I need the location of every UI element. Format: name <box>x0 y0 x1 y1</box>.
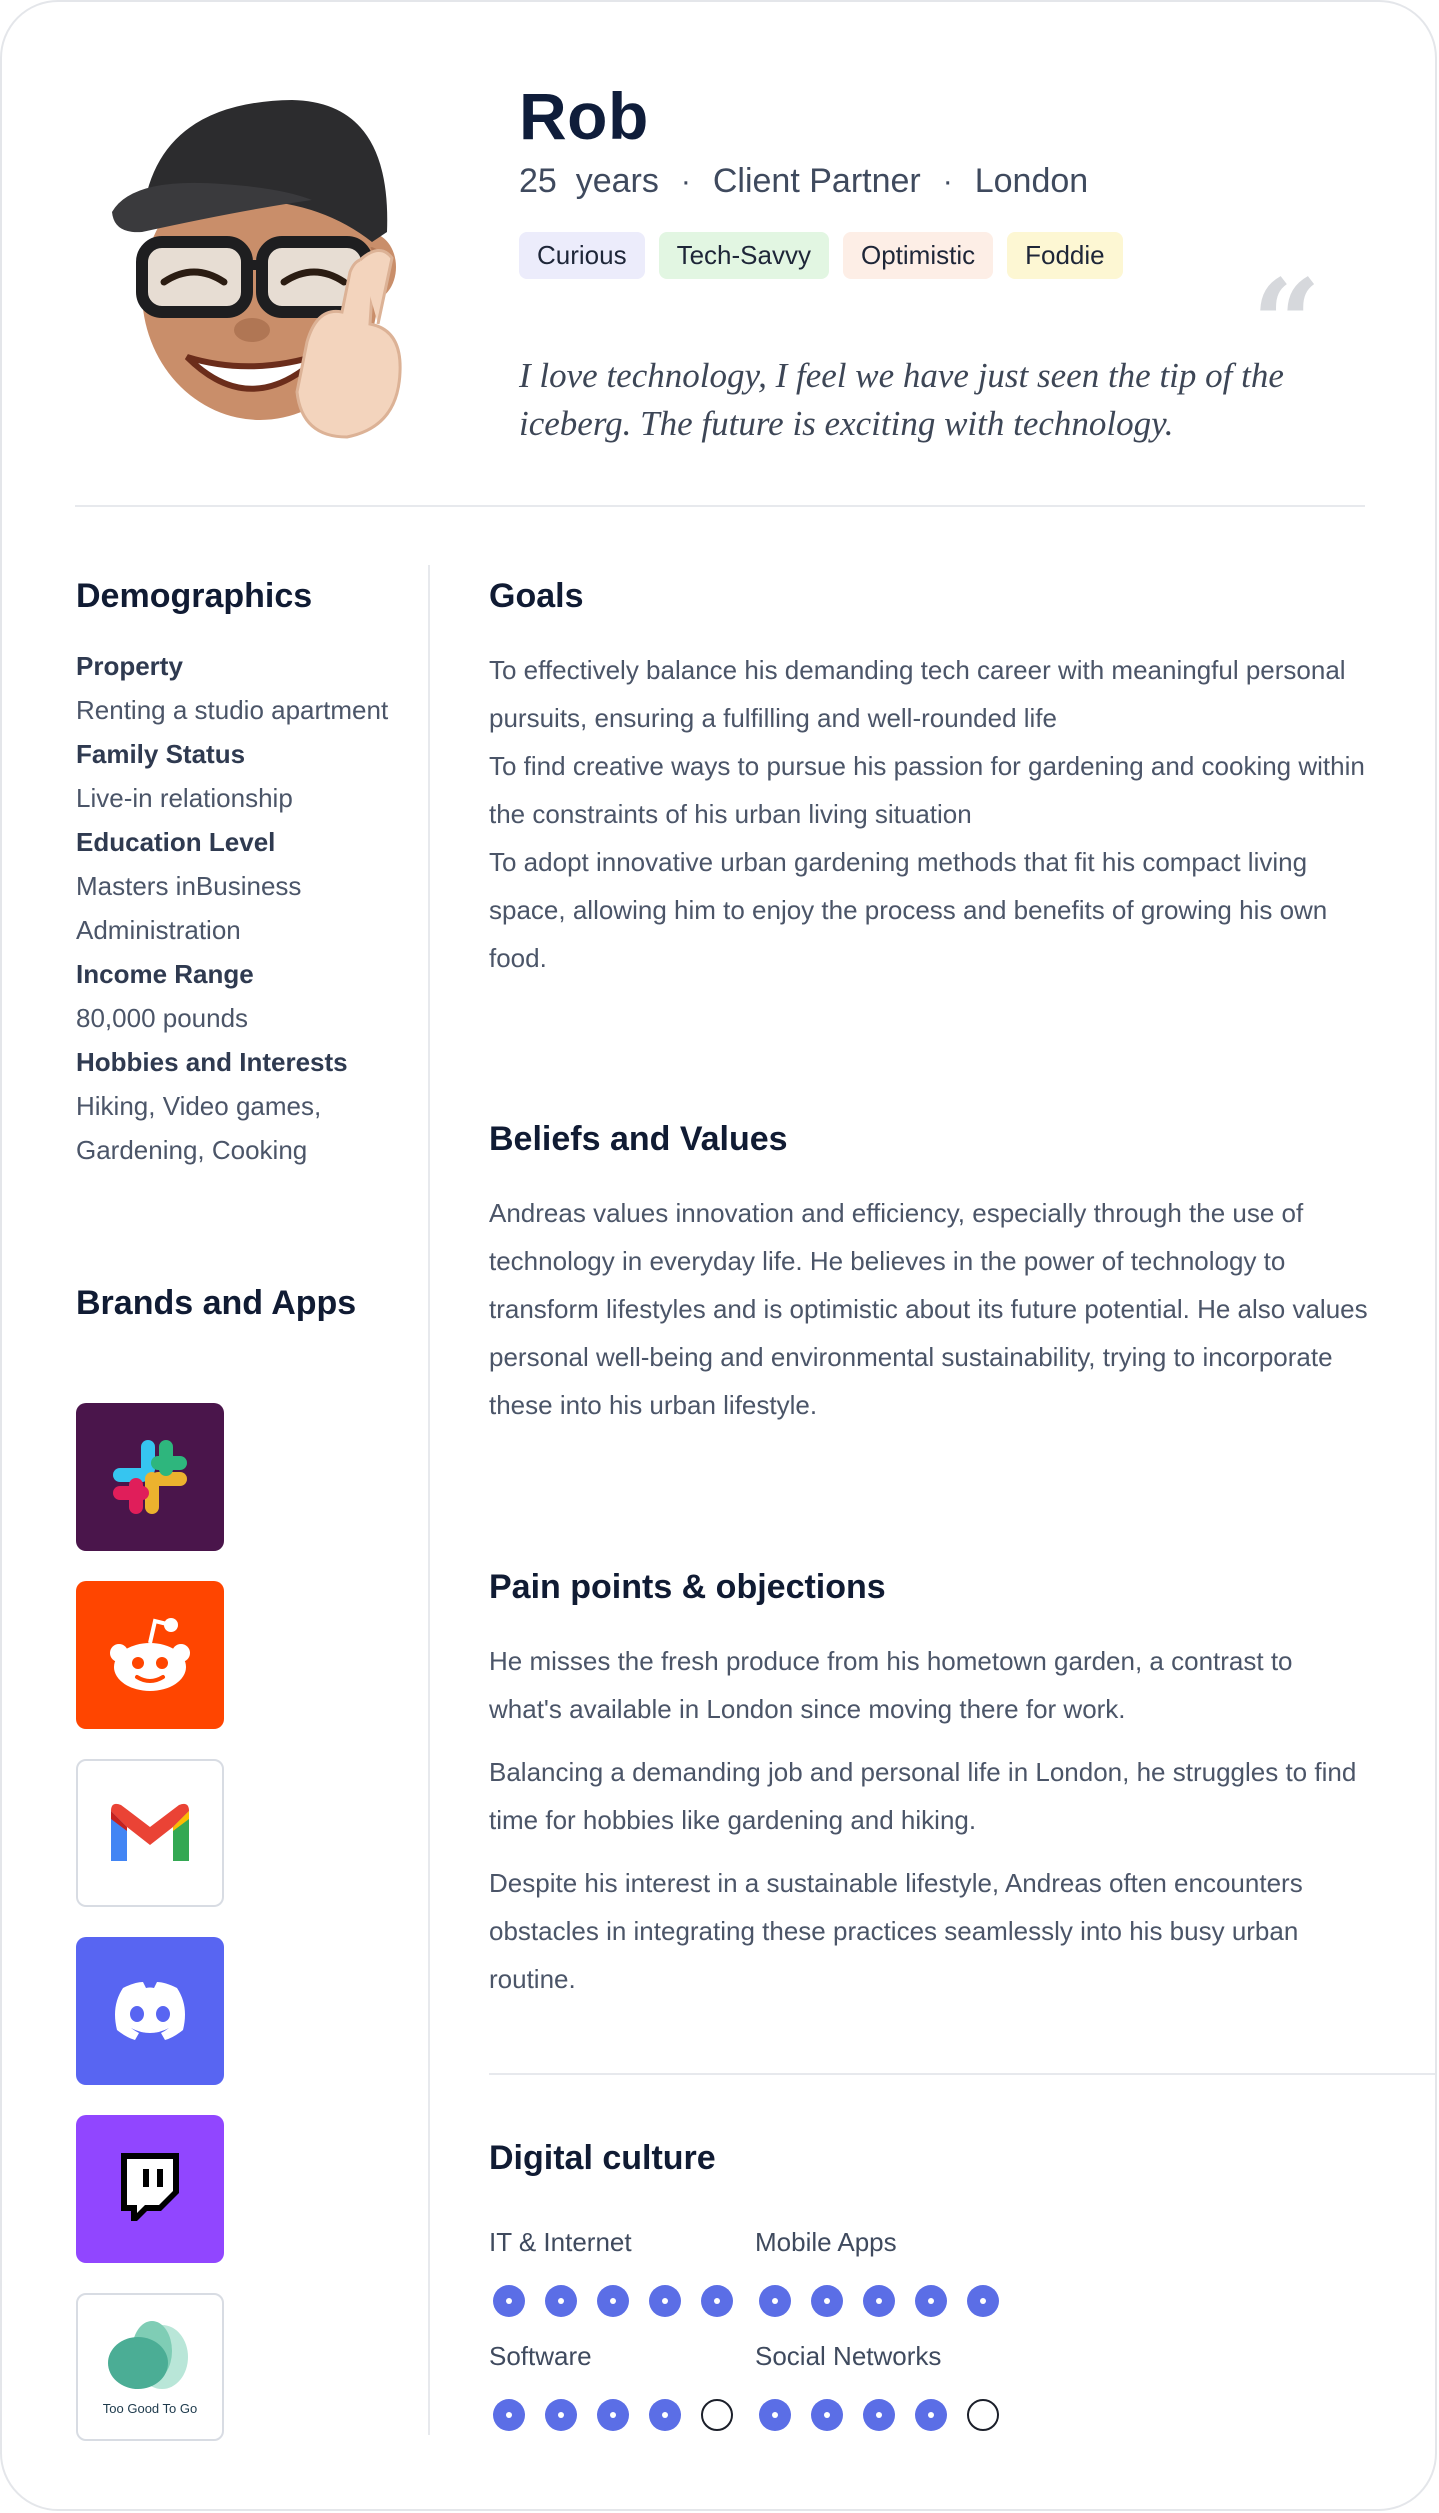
trait-tag: Foddie <box>1007 232 1123 279</box>
rating-dot-filled <box>915 2285 947 2317</box>
persona-quote: I love technology, I feel we have just seen the tip of the iceberg. The future is exciting with technology. <box>519 356 1284 443</box>
rating-dot-empty <box>701 2399 733 2431</box>
rating-dot-filled <box>701 2285 733 2317</box>
pain-points-title: Pain points & objections <box>489 1568 886 1606</box>
beliefs-section <box>489 1120 1369 1429</box>
meta-separator: · <box>942 164 953 198</box>
rating-dot-filled <box>811 2285 843 2317</box>
trait-tags <box>519 232 1123 279</box>
demographics-title: Demographics <box>76 577 313 615</box>
rating-dot-filled <box>649 2285 681 2317</box>
skill-rating <box>493 2285 733 2317</box>
skill-label: Mobile Apps <box>755 2227 897 2257</box>
goals-list <box>489 646 1369 982</box>
skill-rating <box>759 2285 999 2317</box>
rating-dot-filled <box>493 2285 525 2317</box>
trait-tag: Curious <box>519 232 645 279</box>
demographic-value: Renting a studio apartment <box>76 695 389 725</box>
digital-culture-title: Digital culture <box>489 2139 716 2177</box>
rating-dot-filled <box>863 2285 895 2317</box>
goals-section <box>489 577 1369 982</box>
demographic-label: Property <box>76 651 183 681</box>
discord-icon[interactable] <box>76 1937 224 2085</box>
demographics-list <box>76 644 416 1172</box>
too-good-to-go-logo-text: Too Good To Go <box>102 2400 198 2416</box>
too-good-to-go-icon[interactable] <box>76 2293 224 2441</box>
goal-item: To adopt innovative urban gardening methods that fit his compact living space, allowing him to enjoy the process and benefits of growing his own food. <box>489 847 1328 973</box>
demographic-label: Education Level <box>76 827 276 857</box>
rating-dot-filled <box>545 2399 577 2431</box>
trait-tag: Tech-Savvy <box>659 232 829 279</box>
persona-name: Rob <box>519 79 649 153</box>
avatar <box>102 92 422 442</box>
rating-dot-filled <box>759 2285 791 2317</box>
persona-meta <box>519 162 1088 201</box>
demographic-value: Live-in relationship <box>76 783 293 813</box>
demographic-value: 80,000 pounds <box>76 1003 249 1033</box>
reddit-icon[interactable] <box>76 1581 224 1729</box>
rating-dot-filled <box>597 2399 629 2431</box>
persona-location: London <box>974 162 1089 200</box>
rating-dot-empty <box>967 2399 999 2431</box>
meta-separator: · <box>680 164 691 198</box>
slack-icon[interactable] <box>76 1403 224 1551</box>
rating-dot-filled <box>811 2399 843 2431</box>
skill-label: Social Networks <box>755 2341 942 2371</box>
skill-rating <box>759 2399 999 2431</box>
column-divider <box>428 565 430 2435</box>
trait-tag: Optimistic <box>843 232 993 279</box>
demographic-value: Hiking, Video games, Gardening, Cooking <box>76 1091 322 1165</box>
beliefs-text: Andreas values innovation and efficiency, especially through the use of technology in everyday life. He believes in the power of technology to transform lifestyles and is optimistic about its future potential. He also values personal well-being and environmental sustainability, trying to incorporate these into his urban lifestyle. <box>489 1198 1368 1420</box>
rating-dot-filled <box>759 2399 791 2431</box>
rating-dot-filled <box>649 2399 681 2431</box>
demographic-label: Hobbies and Interests <box>76 1047 348 1077</box>
rating-dot-filled <box>545 2285 577 2317</box>
gmail-icon[interactable] <box>76 1759 224 1907</box>
goals-title: Goals <box>489 577 584 615</box>
section-divider <box>489 2073 1437 2075</box>
pain-point-item: Despite his interest in a sustainable lifestyle, Andreas often encounters obstacles in integrating these practices seamlessly into his busy urban routine. <box>489 1868 1303 1994</box>
brands-title: Brands and Apps <box>76 1284 357 1322</box>
persona-age: 25 years <box>519 162 659 200</box>
rating-dot-filled <box>967 2285 999 2317</box>
rating-dot-filled <box>915 2399 947 2431</box>
demographic-value: Masters inBusiness Administration <box>76 871 302 945</box>
pain-point-item: He misses the fresh produce from his hometown garden, a contrast to what's available in London since moving there for work. <box>489 1646 1293 1724</box>
twitch-icon[interactable] <box>76 2115 224 2263</box>
rating-dot-filled <box>863 2399 895 2431</box>
goal-item: To effectively balance his demanding tech career with meaningful personal pursuits, ensuring a fulfilling and well-rounded life <box>489 655 1346 733</box>
skill-label: IT & Internet <box>489 2227 632 2257</box>
persona-role: Client Partner <box>712 162 921 200</box>
pain-points-list <box>489 1637 1369 2003</box>
goal-item: To find creative ways to pursue his passion for gardening and cooking within the constraints of his urban living situation <box>489 751 1365 829</box>
skill-rating <box>493 2399 733 2431</box>
rating-dot-filled <box>597 2285 629 2317</box>
skill-label: Software <box>489 2341 592 2371</box>
header-divider <box>75 505 1365 507</box>
demographic-label: Family Status <box>76 739 246 769</box>
demographics-section <box>76 577 416 1172</box>
rating-dot-filled <box>493 2399 525 2431</box>
quote-icon: “ <box>1252 253 1322 394</box>
beliefs-title: Beliefs and Values <box>489 1120 788 1158</box>
demographic-label: Income Range <box>76 959 254 989</box>
pain-point-item: Balancing a demanding job and personal life in London, he struggles to find time for hobbies like gardening and hiking. <box>489 1757 1357 1835</box>
pain-points-section <box>489 1568 1369 2018</box>
